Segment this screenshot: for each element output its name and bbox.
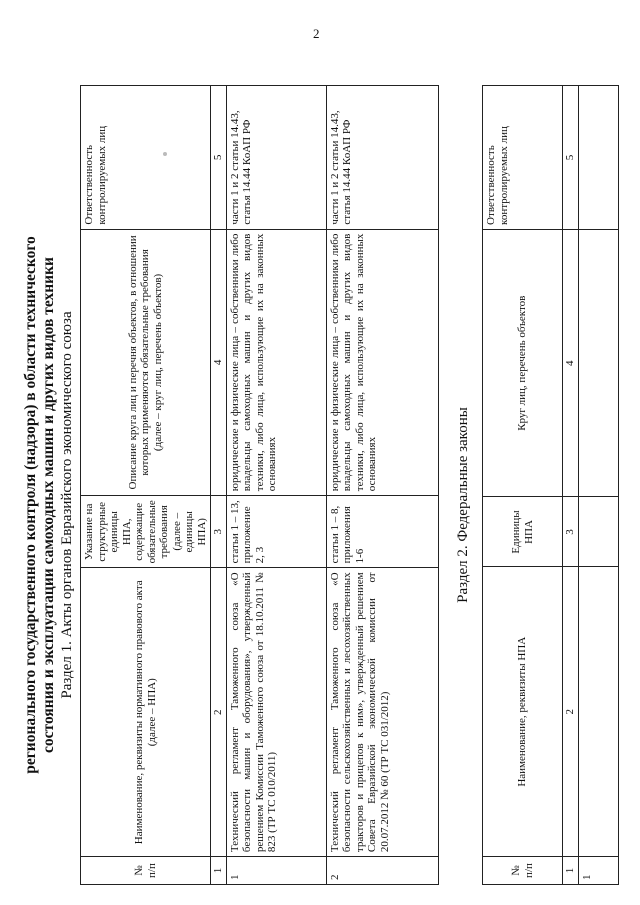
section-1-title: Раздел 1. Акты органов Евразийского экономического союза bbox=[59, 311, 75, 699]
page-number: 2 bbox=[313, 26, 320, 41]
column-number-row bbox=[211, 86, 227, 885]
header-cell: Наименование, реквизиты НПА bbox=[483, 567, 563, 857]
header-cell: Единицы НПА bbox=[483, 497, 563, 567]
column-number: 2 bbox=[563, 567, 579, 857]
liability-cell bbox=[578, 86, 618, 230]
column-number: 3 bbox=[211, 496, 227, 568]
column-number: 1 bbox=[211, 857, 227, 885]
heading-line-2: состояния и эксплуатации самоходных машин и других видов техники bbox=[40, 257, 57, 753]
liability-cell: части 1 и 2 статьи 14.43, статья 14.44 КоАП РФ bbox=[326, 86, 438, 230]
header-cell: Ответственность контролируемых лиц bbox=[81, 86, 211, 230]
table-header-row bbox=[81, 86, 211, 885]
column-number: 5 bbox=[211, 86, 227, 230]
column-number: 3 bbox=[563, 497, 579, 567]
units-cell bbox=[578, 497, 618, 567]
header-cell: Круг лиц, перечень объектов bbox=[483, 229, 563, 497]
npa-cell: Технический регламент Таможенного союза «О безопасности сельскохозяйственных и лесохозяйственных тракторов и прицепов к ним», утвержденный решением Совета Евразийской экономической комиссии от 20.07.2012 № 60 (ТР ТС 031/2012) bbox=[326, 568, 438, 857]
table-row bbox=[226, 86, 326, 885]
header-cell: Описание круга лиц и перечня объектов, в отношении которых применяются обязательные требования (далее – круг лиц, перечень объектов) bbox=[81, 229, 211, 496]
npa-cell bbox=[578, 567, 618, 857]
liability-cell: части 1 и 2 статьи 14.43, статья 14.44 КоАП РФ bbox=[226, 86, 326, 230]
column-number: 5 bbox=[563, 86, 579, 230]
column-number-row bbox=[563, 86, 579, 885]
header-cell: Указание на структурные единицы НПА, содержащие обязательные требования (далее – единицы НПА) bbox=[81, 496, 211, 568]
document-heading bbox=[22, 125, 76, 885]
table-row bbox=[326, 86, 438, 885]
table-header-row bbox=[483, 86, 563, 885]
header-cell: № п/п bbox=[483, 857, 563, 885]
table-row bbox=[578, 86, 618, 885]
row-number: 1 bbox=[226, 857, 326, 885]
heading-line-1: регионального государственного контроля (надзора) в области технического bbox=[22, 236, 39, 774]
section-2-title: Раздел 2. Федеральные законы bbox=[455, 407, 471, 603]
column-number: 1 bbox=[563, 857, 579, 885]
persons-cell: юридические и физические лица – собственники либо владельцы самоходных машин и других видов техники, либо лица, использующие их на законных основаниях bbox=[326, 229, 438, 496]
persons-cell bbox=[578, 229, 618, 497]
row-number: 2 bbox=[326, 857, 438, 885]
section-2-table bbox=[482, 85, 619, 885]
header-cell: Ответственность контролируемых лиц bbox=[483, 86, 563, 230]
npa-cell: Технический регламент Таможенного союза «О безопасности машин и оборудования», утвержденный решением Комиссии Таможенного союза от 18.10.2011 № 823 (ТР ТС 010/2011) bbox=[226, 568, 326, 857]
column-number: 2 bbox=[211, 568, 227, 857]
column-number: 4 bbox=[563, 229, 579, 497]
units-cell: статьи 1 – 13, приложение 2, 3 bbox=[226, 496, 326, 568]
row-number: 1 bbox=[578, 857, 618, 885]
column-number: 4 bbox=[211, 229, 227, 496]
section-1-table bbox=[80, 85, 439, 885]
header-cell: № п/п bbox=[81, 857, 211, 885]
units-cell: статьи 1 – 8, приложения 1-6 bbox=[326, 496, 438, 568]
header-cell: Наименование, реквизиты нормативного правового акта (далее – НПА) bbox=[81, 568, 211, 857]
persons-cell: юридические и физические лица – собственники либо владельцы самоходных машин и других видов техники, либо лица, использующие их на законных основаниях bbox=[226, 229, 326, 496]
